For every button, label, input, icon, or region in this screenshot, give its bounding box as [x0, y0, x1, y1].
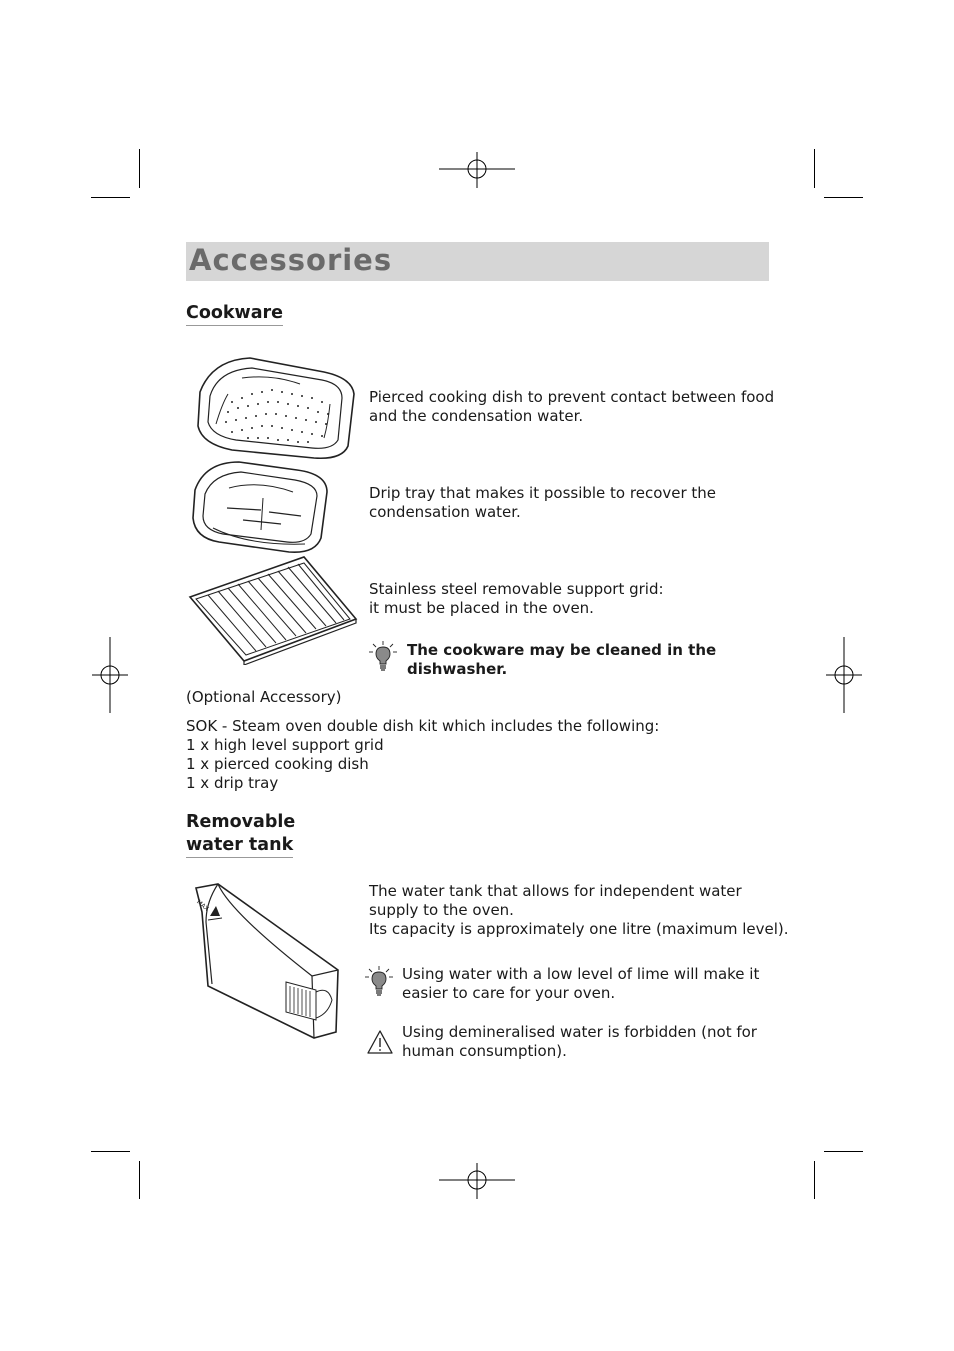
cookware-heading: [186, 302, 283, 326]
text-line: supply to the oven.: [369, 901, 514, 919]
text-line: Using demineralised water is forbidden (not for: [402, 1023, 757, 1041]
water-tank-warning: [402, 1023, 757, 1061]
title-bar: [186, 242, 769, 281]
optional-accessory-label: (Optional Accessory): [186, 688, 342, 706]
registration-mark-icon: [437, 150, 517, 190]
water-tank-heading-line: Removable: [186, 812, 296, 832]
cookware-heading-text: Cookware: [186, 302, 283, 326]
water-tank-heading-line: water tank: [186, 834, 293, 858]
registration-mark-icon: [824, 635, 864, 715]
crop-mark: [814, 1161, 815, 1199]
cookware-tip: [407, 641, 716, 679]
text-line: The water tank that allows for independent water: [369, 882, 742, 900]
text-line: 1 x high level support grid: [186, 736, 384, 754]
text-line: Pierced cooking dish to prevent contact between food: [369, 388, 775, 406]
cookware-item-description: [369, 484, 716, 522]
drip-tray-illustration: [189, 458, 331, 558]
text-line: dishwasher.: [407, 660, 508, 678]
text-line: it must be placed in the oven.: [369, 599, 594, 617]
page-title: Accessories: [189, 243, 393, 277]
water-tank-heading: [186, 811, 295, 858]
text-line: Using water with a low level of lime will make it: [402, 965, 760, 983]
crop-mark: [824, 197, 863, 198]
tank-max-label: MAX: [195, 898, 210, 913]
text-line: The cookware may be cleaned in the: [407, 641, 717, 659]
text-line: SOK - Steam oven double dish kit which includes the following:: [186, 717, 660, 735]
water-tank-illustration: [192, 882, 342, 1040]
crop-mark: [91, 1151, 130, 1152]
text-line: human consumption).: [402, 1042, 567, 1060]
lightbulb-icon: [368, 640, 398, 672]
kit-contents: [186, 717, 659, 793]
registration-mark-icon: [437, 1161, 517, 1201]
registration-mark-icon: [90, 635, 130, 715]
crop-mark: [91, 197, 130, 198]
crop-mark: [139, 1161, 140, 1199]
water-tank-tip: [402, 965, 759, 1003]
text-line: and the condensation water.: [369, 407, 584, 425]
support-grid-illustration: [186, 553, 360, 665]
cookware-item-description: [369, 388, 774, 426]
text-line: easier to care for your oven.: [402, 984, 616, 1002]
water-tank-description: [369, 882, 789, 939]
text-line: Drip tray that makes it possible to recover the: [369, 484, 717, 502]
crop-mark: [139, 149, 140, 188]
text-line: 1 x pierced cooking dish: [186, 755, 369, 773]
pierced-cooking-dish-illustration: [192, 354, 358, 464]
text-line: 1 x drip tray: [186, 774, 279, 792]
text-line: Stainless steel removable support grid:: [369, 580, 664, 598]
crop-mark: [814, 149, 815, 188]
text-line: condensation water.: [369, 503, 521, 521]
lightbulb-icon: [364, 965, 394, 997]
warning-triangle-icon: [366, 1029, 394, 1055]
text-line: Its capacity is approximately one litre (maximum level).: [369, 920, 789, 938]
cookware-item-description: [369, 580, 664, 618]
crop-mark: [824, 1151, 863, 1152]
